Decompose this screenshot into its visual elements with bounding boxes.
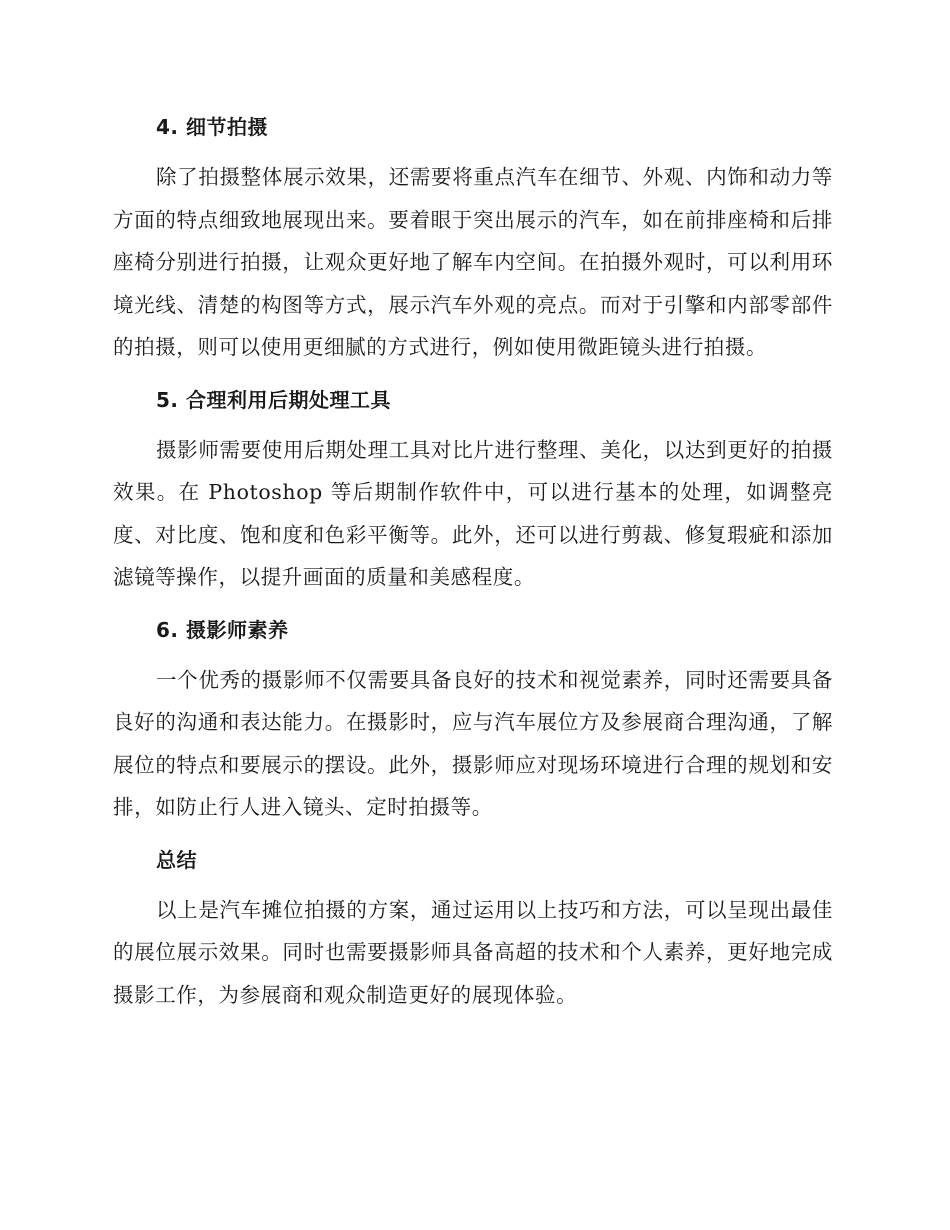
section-heading-photographer-skills: 6. 摄影师素养 xyxy=(156,617,289,642)
document-body xyxy=(113,110,833,1030)
section-paragraph-summary: 以上是汽车摊位拍摄的方案，通过运用以上技巧和方法，可以呈现出最佳的展位展示效果。同时也需要摄影师具备高超的技术和个人素养，更好地完成摄影工作，为参展商和观众制造更好的展现体验。 xyxy=(113,897,833,1007)
section-paragraph-photographer-skills: 一个优秀的摄影师不仅需要具备良好的技术和视觉素养，同时还需要具备良好的沟通和表达能力。在摄影时，应与汽车展位方及参展商合理沟通，了解展位的特点和要展示的摆设。此外，摄影师应对现场环境进行合理的规划和安排，如防止行人进入镜头、定时拍摄等。 xyxy=(113,667,833,819)
section-paragraph-post-processing: 摄影师需要使用后期处理工具对比片进行整理、美化，以达到更好的拍摄效果。在 Photoshop 等后期制作软件中，可以进行基本的处理，如调整亮度、对比度、饱和度和色彩平衡等。此外，还可以进行剪裁、修复瑕疵和添加滤镜等操作，以提升画面的质量和美感程度。 xyxy=(113,437,833,589)
section-paragraph-detail-shooting: 除了拍摄整体展示效果，还需要将重点汽车在细节、外观、内饰和动力等方面的特点细致地展现出来。要着眼于突出展示的汽车，如在前排座椅和后排座椅分别进行拍摄，让观众更好地了解车内空间。在拍摄外观时，可以利用环境光线、清楚的构图等方式，展示汽车外观的亮点。而对于引擎和内部零部件的拍摄，则可以使用更细腻的方式进行，例如使用微距镜头进行拍摄。 xyxy=(113,165,833,359)
section-heading-post-processing: 5. 合理利用后期处理工具 xyxy=(156,387,391,412)
section-heading-summary: 总结 xyxy=(156,847,197,872)
section-heading-detail-shooting: 4. 细节拍摄 xyxy=(156,115,268,139)
